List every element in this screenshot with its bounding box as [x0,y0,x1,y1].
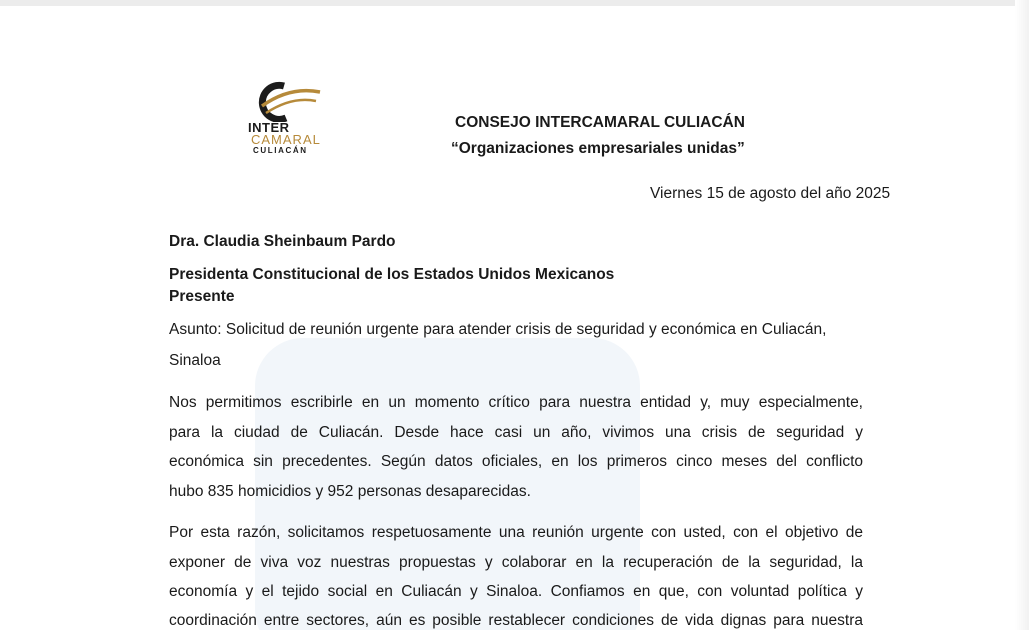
paragraph-line: coordinación entre sectores, aún es posible restablecer condiciones de vida dignas para nuestra [169,612,863,629]
paragraph-line: económica sin precedentes. Según datos oficiales, en los primeros cinco meses del conflicto [169,453,863,470]
paragraph-line: Nos permitimos escribirle en un momento crítico para nuestra entidad y, muy especialmente, [169,394,863,411]
subject-line: Sinaloa [169,352,221,369]
logo-text-inter: INTER [248,120,290,135]
recipient-title: Presidenta Constitucional de los Estados Unidos Mexicanos [169,266,615,283]
logo-text-culiacan: CULIACÁN [253,146,308,155]
paragraph-line: exponer de viva voz nuestras propuestas y colaborar en la recuperación de la seguridad, la [169,554,863,571]
organization-slogan: “Organizaciones empresariales unidas” [451,140,745,157]
paragraph-line: hubo 835 homicidios y 952 personas desaparecidas. [169,483,531,500]
logo-text-camaral: CAMARAL [251,132,321,147]
scan-right-edge [1015,0,1029,630]
paragraph-line: para la ciudad de Culiacán. Desde hace casi un año, vivimos una crisis de seguridad y [169,424,863,441]
subject-line: Asunto: Solicitud de reunión urgente para atender crisis de seguridad y económica en Culiacán, [169,321,827,338]
intercamaral-logo [236,80,336,162]
letter-date: Viernes 15 de agosto del año 2025 [650,185,891,202]
intercamaral-c-logo-icon [246,80,326,122]
organization-name: CONSEJO INTERCAMARAL CULIACÁN [455,114,745,131]
paragraph-line: economía y el tejido social en Culiacán y Sinaloa. Confiamos en que, con voluntad política y [169,583,863,600]
scan-top-edge [0,0,1029,6]
recipient-name: Dra. Claudia Sheinbaum Pardo [169,233,396,250]
recipient-greeting: Presente [169,288,235,305]
paragraph-line: Por esta razón, solicitamos respetuosamente una reunión urgente con usted, con el objetivo de [169,524,863,541]
